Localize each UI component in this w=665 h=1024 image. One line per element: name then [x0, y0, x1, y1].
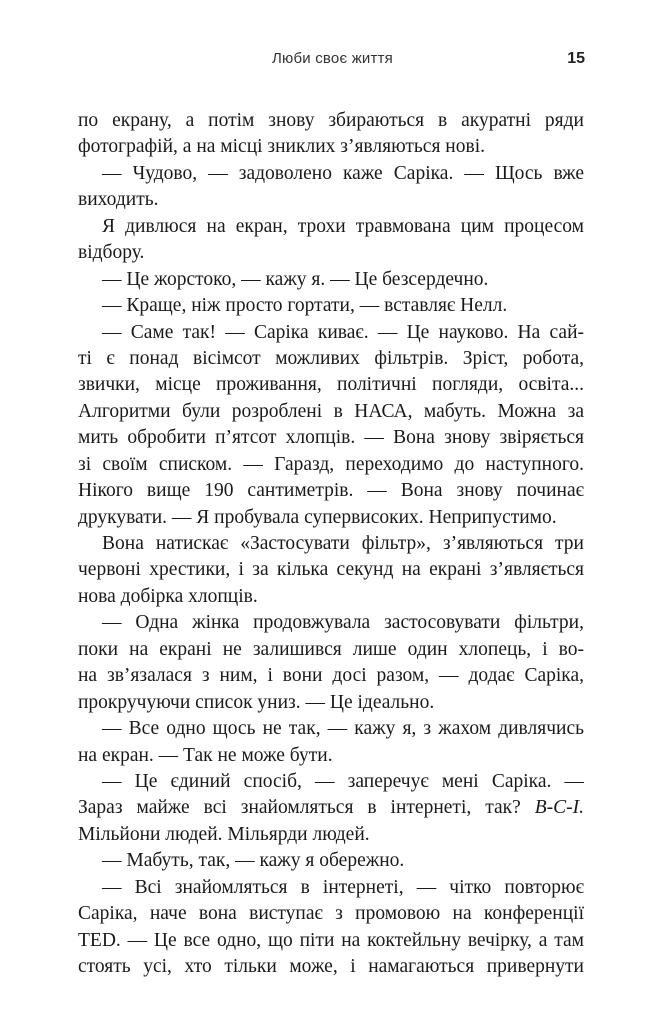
text-line-italic: В-С-І. — [534, 797, 584, 819]
text-line-content: на зв’язалася з ним, і вони досі разом, — додає Саріка, — [78, 665, 584, 687]
text-line — [78, 320, 584, 346]
text-line — [78, 769, 584, 795]
text-line — [78, 690, 584, 716]
text-line-content: — Краще, ніж просто гортати, — вставляє Нелл. — [102, 295, 508, 317]
text-line — [78, 637, 584, 663]
text-line-content: — Саме так! — Саріка киває. — Це науково. На сай- — [102, 321, 584, 343]
text-line — [78, 187, 584, 213]
text-line — [78, 108, 584, 134]
running-title: Люби своє життя — [272, 50, 393, 67]
text-line — [78, 478, 584, 504]
text-line — [78, 293, 584, 319]
text-line-content: на екран. — Так не може бути. — [78, 744, 333, 766]
text-line — [78, 663, 584, 689]
text-line-content: ті є понад вісімсот можливих фільтрів. Зріст, робота, — [78, 347, 584, 369]
text-line — [78, 743, 584, 769]
text-line-content: прокручуючи список униз. — Це ідеально. — [78, 691, 435, 713]
text-line — [78, 531, 584, 557]
text-line-content: — Всі знайомляться в інтернеті, — чітко повторює — [102, 876, 584, 898]
text-line — [78, 954, 584, 980]
text-line-content: Саріка, наче вона виступає з промовою на конференції — [78, 903, 584, 925]
body-text — [78, 108, 584, 980]
text-line — [78, 372, 584, 398]
text-line-content: відбору. — [78, 242, 145, 264]
text-line-content: — Це жорстоко, — кажу я. — Це безсердечно. — [102, 268, 489, 290]
text-line-content: TED. — Це все одно, що піти на коктейльну вечірку, а там — [78, 929, 584, 951]
text-line-content: мить обробити п’ятсот хлопців. — Вона знову звіряється — [78, 427, 584, 449]
text-line-content: поки на екрані не залишився лише один хлопець, і во- — [78, 638, 584, 660]
text-line-content: Вона натискає «Застосувати фільтр», з’являються три — [102, 533, 584, 554]
text-line — [78, 505, 584, 531]
text-line-content: червоні хрестики, і за кілька секунд на екрані з’являється — [78, 559, 584, 581]
text-line-content: по екрану, а потім знову збираються в акуратні ряди — [78, 110, 584, 131]
text-line — [78, 848, 584, 874]
text-line-content: Зараз майже всі знайомляться в інтернеті, так? — [78, 797, 535, 819]
page-header — [0, 50, 665, 74]
text-line — [78, 161, 584, 187]
text-line-content: Мільйони людей. Мільярди людей. — [78, 823, 370, 845]
text-line-content: звички, місце проживання, політичні погляди, освіта... — [78, 374, 584, 396]
text-line-content: — Одна жінка продовжувала застосовувати фільтри, — [102, 612, 584, 634]
text-line — [78, 240, 584, 266]
text-line — [78, 795, 584, 821]
text-line — [78, 267, 584, 293]
text-line-content: — Це єдиний спосіб, — заперечує мені Саріка. — — [102, 770, 584, 792]
text-line-content: друкувати. — Я пробувала супервисоких. Неприпустимо. — [78, 506, 557, 528]
text-line-content: — Все одно щось не так, — кажу я, з жахом дивлячись — [102, 718, 584, 740]
text-line — [78, 716, 584, 742]
text-line-content: — Чудово, — задоволено каже Саріка. — Щось вже — [102, 162, 584, 184]
text-line-content: стоять усі, хто тільки може, і намагаються привернути — [78, 956, 584, 977]
text-line-content: фотографій, а на місці зниклих з’являються нові. — [78, 136, 485, 158]
text-line — [78, 822, 584, 848]
text-line — [78, 901, 584, 927]
text-line — [78, 875, 584, 901]
text-line-content: нова добірка хлопців. — [78, 585, 258, 607]
text-line — [78, 399, 584, 425]
text-line-content: зі своїм списком. — Гаразд, переходимо до наступного. — [78, 453, 584, 475]
text-line-content: Нікого вище 190 сантиметрів. — Вона знову починає — [78, 480, 584, 502]
text-line — [78, 452, 584, 478]
text-line-content: — Мабуть, так, — кажу я обережно. — [102, 850, 405, 872]
text-line — [78, 557, 584, 583]
text-line — [78, 584, 584, 610]
text-line — [78, 134, 584, 160]
text-line-content: Алгоритми були розроблені в НАСА, мабуть. Можна за — [78, 400, 584, 422]
text-line-content: виходить. — [78, 189, 159, 211]
page-number: 15 — [567, 50, 585, 67]
text-line — [78, 610, 584, 636]
text-line — [78, 214, 584, 240]
text-line — [78, 928, 584, 954]
text-line-content: Я дивлюся на екран, трохи травмована цим процесом — [102, 215, 584, 237]
text-line — [78, 425, 584, 451]
text-line — [78, 346, 584, 372]
